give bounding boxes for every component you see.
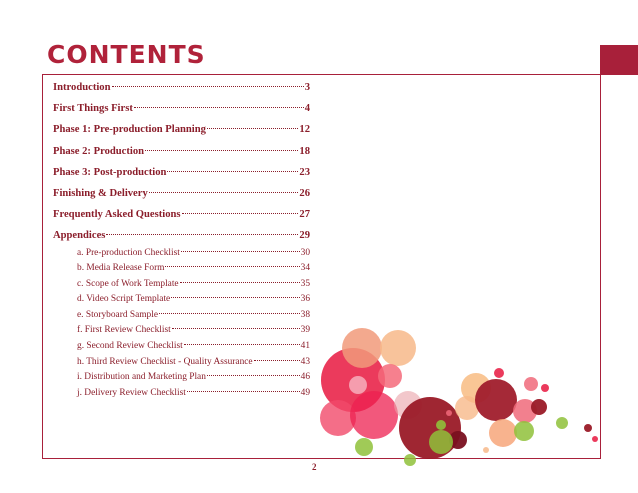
appendix-label: b. Media Release Form [77, 263, 165, 274]
appendix-entry[interactable] [53, 357, 310, 373]
appendix-page: 30 [300, 247, 310, 258]
leader-dots [180, 282, 300, 283]
appendix-label: f. First Review Checklist [77, 325, 171, 336]
toc-entry-label: Phase 3: Post-production [53, 166, 167, 178]
toc-entry-page: 18 [299, 145, 310, 157]
toc-entry-phase-3[interactable] [53, 167, 310, 188]
toc-entry-first-things-first[interactable] [53, 103, 310, 124]
toc-entry-phase-2[interactable] [53, 146, 310, 167]
leader-dots [167, 171, 298, 172]
toc-entry-page: 23 [299, 166, 310, 178]
leader-dots [254, 360, 300, 361]
appendix-page: 49 [300, 387, 310, 398]
toc-entry-label: Phase 2: Production [53, 145, 145, 157]
toc-entry-faq[interactable] [53, 209, 310, 230]
toc-entry-finishing-delivery[interactable] [53, 188, 310, 209]
leader-dots [181, 251, 300, 252]
appendix-label: g. Second Review Checklist [77, 341, 183, 352]
appendix-page: 38 [300, 309, 310, 320]
toc-entry-label: Finishing & Delivery [53, 187, 148, 199]
appendix-entry[interactable] [53, 388, 310, 404]
appendix-label: c. Scope of Work Template [77, 278, 179, 289]
toc-entry-label: First Things First [53, 103, 133, 115]
toc-entry-label: Introduction [53, 82, 111, 93]
appendix-entry[interactable] [53, 294, 310, 310]
toc-entry-page: 26 [299, 187, 310, 199]
appendix-label: a. Pre-production Checklist [77, 247, 180, 258]
leader-dots [112, 86, 304, 87]
appendix-page: 34 [300, 263, 310, 274]
appendix-label: i. Distribution and Marketing Plan [77, 372, 206, 383]
leader-dots [187, 391, 300, 392]
leader-dots [149, 192, 299, 193]
appendix-page: 39 [300, 325, 310, 336]
page-number: 2 [312, 462, 317, 472]
leader-dots [159, 313, 300, 314]
appendix-list [53, 248, 310, 404]
toc-entry-page: 12 [299, 124, 310, 136]
page-title: CONTENTS [47, 40, 206, 69]
decorative-circles-graphic [310, 310, 610, 475]
appendix-page: 35 [300, 278, 310, 289]
corner-tab [600, 45, 638, 75]
appendix-page: 41 [300, 341, 310, 352]
leader-dots [145, 150, 298, 151]
leader-dots [182, 213, 299, 214]
leader-dots [207, 128, 298, 129]
toc-entry-page: 3 [304, 82, 310, 93]
appendix-entry[interactable] [53, 310, 310, 326]
appendix-entry[interactable] [53, 279, 310, 295]
leader-dots [106, 234, 298, 235]
appendix-entry[interactable] [53, 372, 310, 388]
appendix-label: e. Storyboard Sample [77, 309, 158, 320]
table-of-contents [53, 82, 310, 403]
appendix-label: h. Third Review Checklist - Quality Assurance [77, 356, 253, 367]
leader-dots [134, 107, 304, 108]
appendix-page: 36 [300, 294, 310, 305]
leader-dots [165, 266, 299, 267]
appendix-entry[interactable] [53, 248, 310, 264]
appendix-label: d. Video Script Template [77, 294, 171, 305]
appendix-entry[interactable] [53, 263, 310, 279]
appendix-page: 43 [300, 356, 310, 367]
toc-entry-label: Appendices [53, 230, 106, 242]
leader-dots [172, 328, 300, 329]
toc-entry-phase-1[interactable] [53, 124, 310, 145]
leader-dots [207, 375, 300, 376]
leader-dots [184, 344, 300, 345]
leader-dots [171, 297, 299, 298]
appendix-entry[interactable] [53, 325, 310, 341]
toc-entry-label: Frequently Asked Questions [53, 209, 181, 221]
toc-entry-introduction[interactable] [53, 82, 310, 103]
appendix-label: j. Delivery Review Checklist [77, 387, 186, 398]
toc-entry-label: Phase 1: Pre-production Planning [53, 124, 206, 136]
toc-entry-page: 4 [304, 103, 310, 115]
appendix-entry[interactable] [53, 341, 310, 357]
toc-entry-page: 27 [299, 209, 310, 221]
appendix-page: 46 [300, 372, 310, 383]
toc-entry-page: 29 [299, 230, 310, 242]
